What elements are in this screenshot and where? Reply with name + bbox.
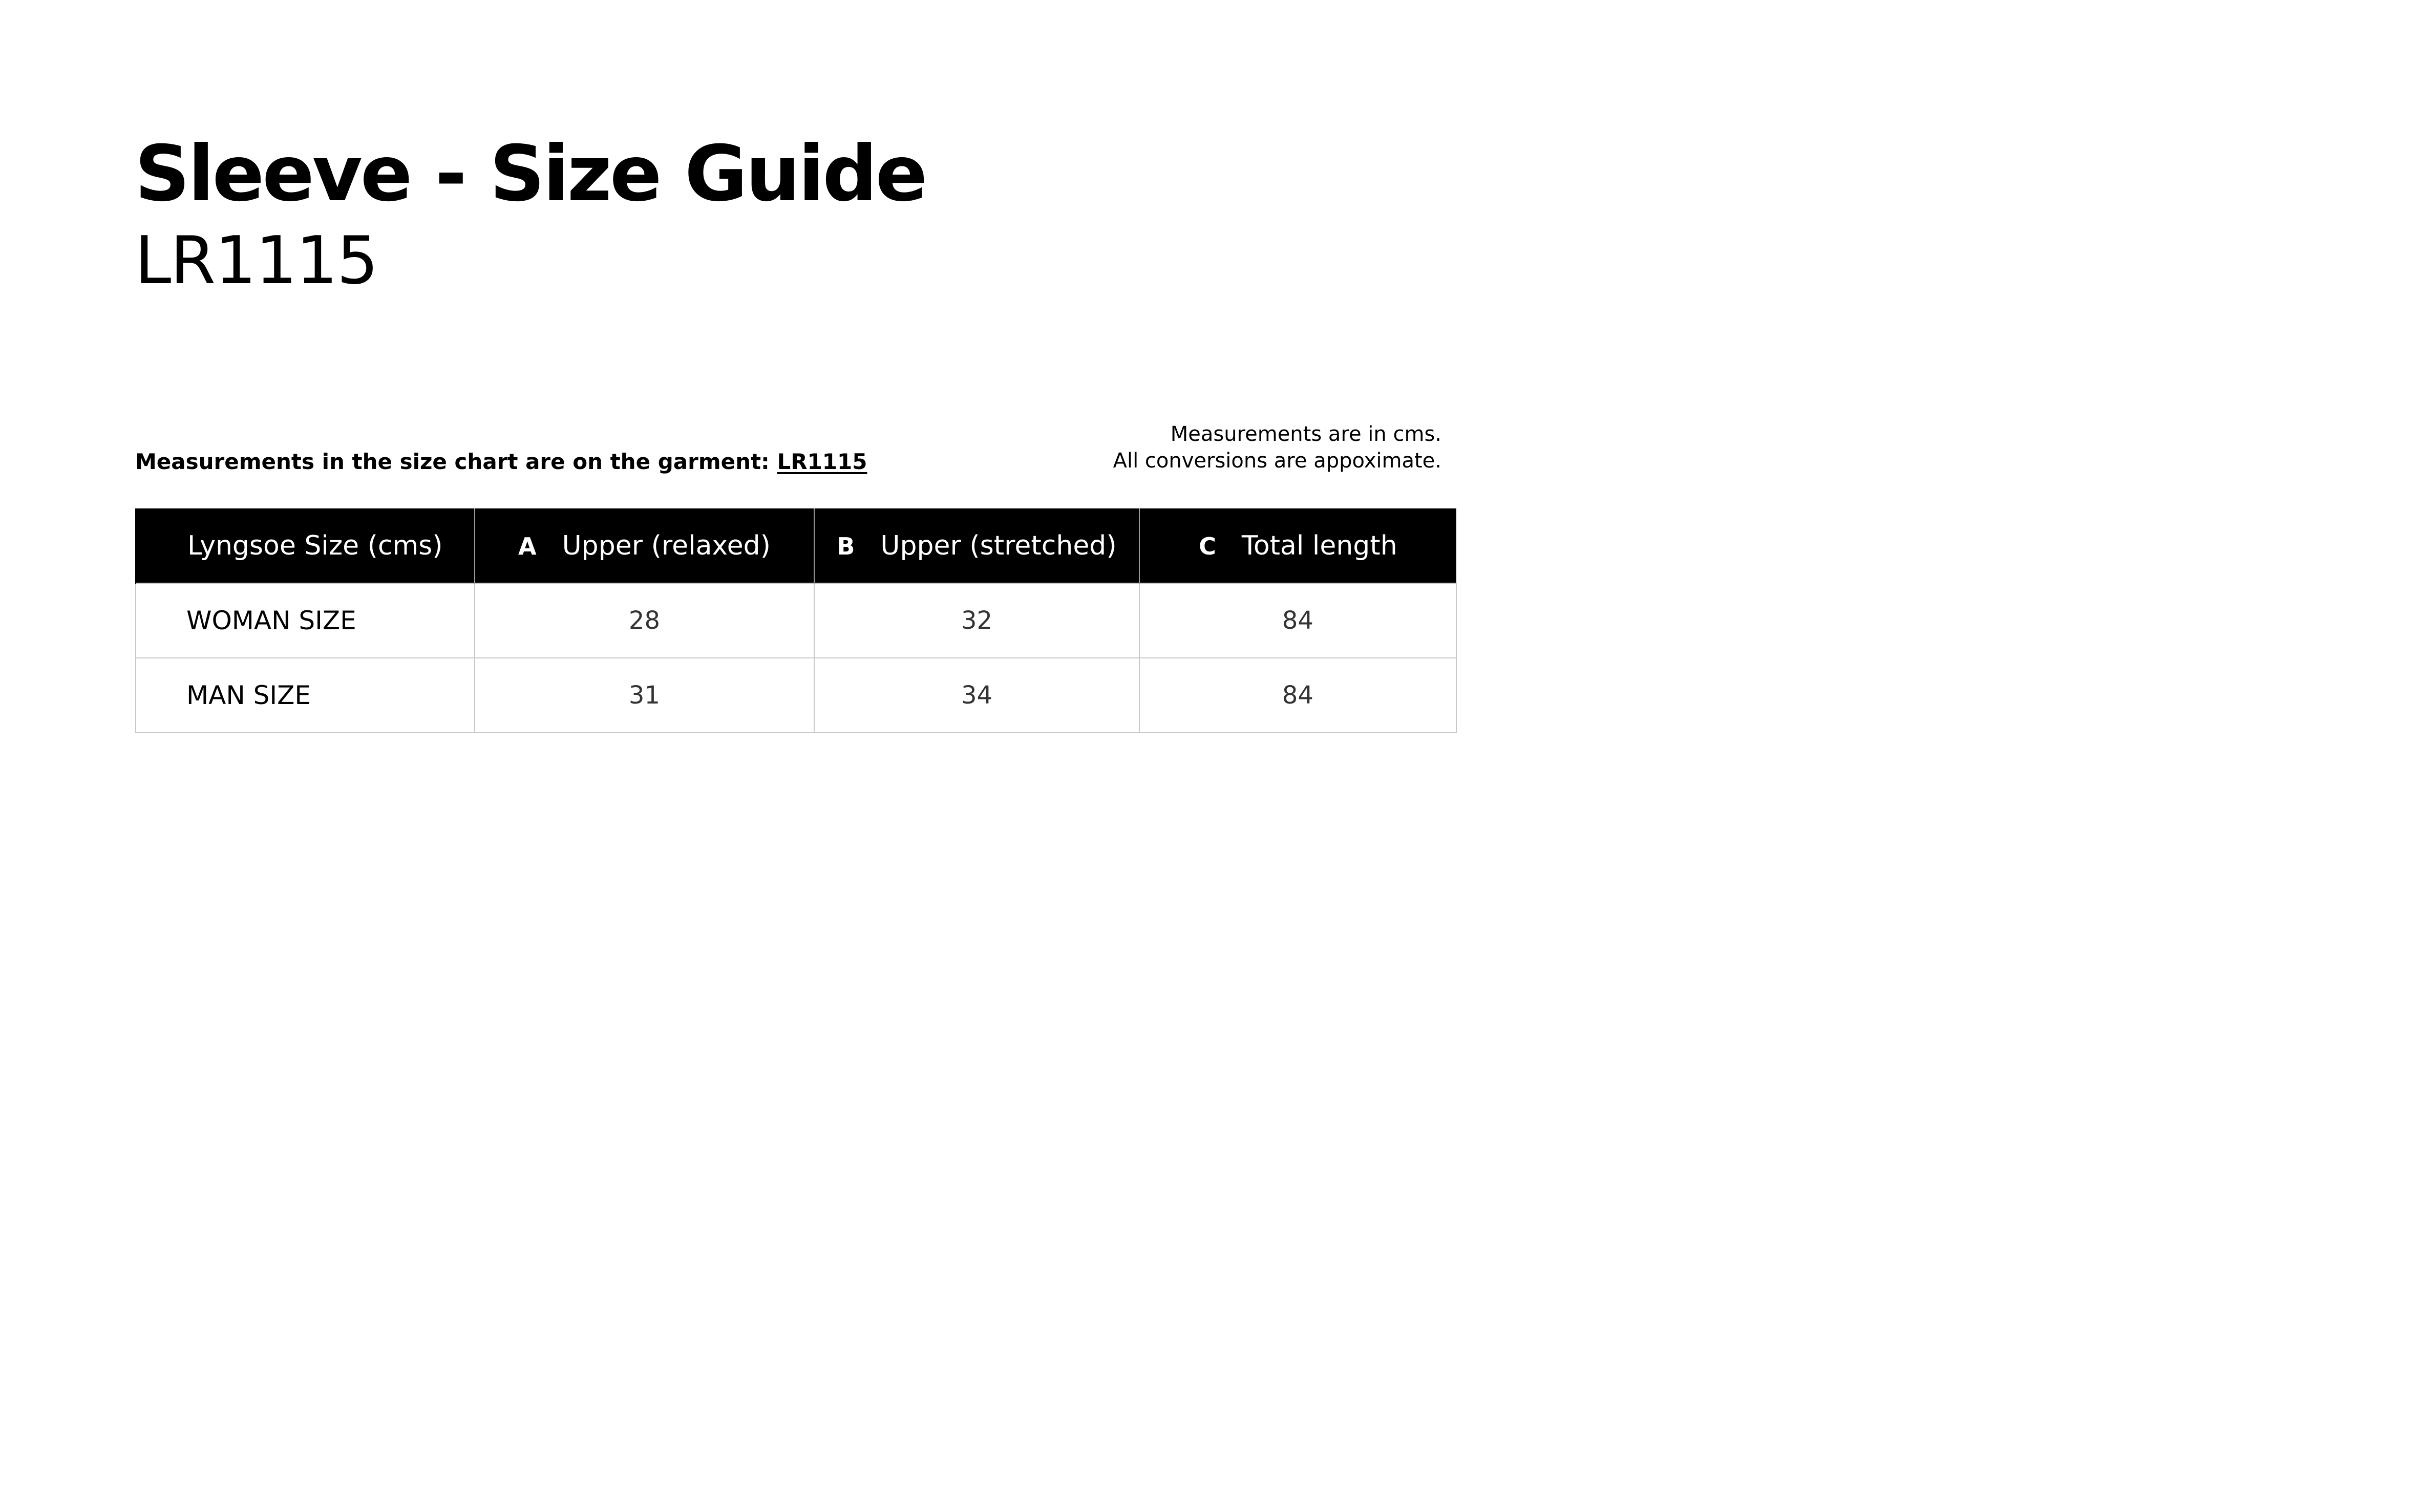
size-table [135, 508, 1457, 733]
header-upper-relaxed-label: Upper (relaxed) [562, 530, 771, 561]
units-note-line-2: All conversions are appoximate. [1113, 449, 1441, 473]
table-row [136, 658, 1456, 733]
header-upper-stretched [814, 508, 1139, 583]
header-upper-relaxed [475, 508, 814, 583]
cell-upper-relaxed: 28 [475, 583, 814, 658]
cell-upper-stretched: 34 [814, 658, 1139, 733]
cell-size: MAN SIZE [136, 658, 475, 733]
product-code: LR1115 [135, 223, 377, 299]
cell-upper-relaxed: 31 [475, 658, 814, 733]
header-size-label: Lyngsoe Size (cms) [187, 530, 443, 561]
measurement-note-text: Measurements in the size chart are on the garment: [135, 449, 777, 474]
header-size [136, 508, 475, 583]
header-total-length [1139, 508, 1456, 583]
header-letter-b: B [837, 532, 855, 560]
header-letter-a: A [518, 532, 537, 560]
units-note [1113, 421, 1441, 474]
table-row [136, 583, 1456, 658]
units-note-line-1: Measurements are in cms. [1170, 422, 1441, 446]
product-link[interactable]: LR1115 [777, 449, 867, 474]
table-header-row [136, 508, 1456, 583]
page-title: Sleeve - Size Guide [135, 130, 926, 219]
cell-total-length: 84 [1139, 658, 1456, 733]
cell-size: WOMAN SIZE [136, 583, 475, 658]
cell-upper-stretched: 32 [814, 583, 1139, 658]
cell-total-length: 84 [1139, 583, 1456, 658]
header-total-length-label: Total length [1241, 530, 1397, 561]
header-letter-c: C [1199, 532, 1216, 560]
header-upper-stretched-label: Upper (stretched) [880, 530, 1117, 561]
measurement-note [135, 446, 867, 477]
